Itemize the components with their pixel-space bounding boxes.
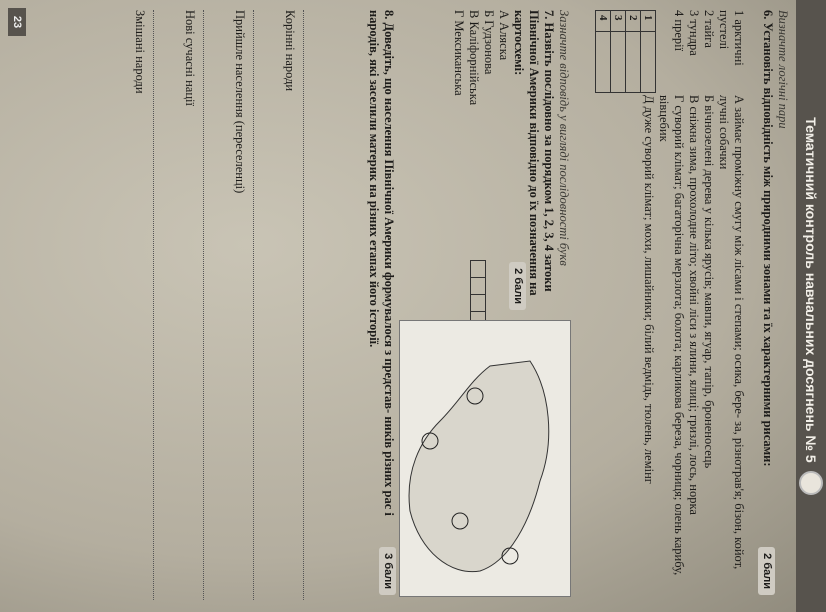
description-list (641, 95, 746, 585)
task6-answer-grid (595, 10, 656, 93)
zone-item: 3 тундра (687, 10, 701, 56)
line-label: Нові сучасні нації (183, 10, 197, 106)
grid-row-label: 2 (626, 11, 641, 32)
task6-number: 6. (761, 10, 775, 20)
description-item: Б вічнозелені дерева у кілька ярусів; мавпи, ягуар, тапір, броненосець (702, 95, 716, 469)
task7-heading (511, 10, 556, 310)
line-label: Змішані народи (133, 10, 147, 94)
blank-line[interactable] (253, 10, 276, 600)
option-item: Г Мексиканська (452, 10, 466, 96)
task8-title: Доведіть, що населення Північної Америки формувалося з представ- ників різних рас і народів, які заселили материк на різних етапах його історії. (367, 10, 396, 516)
task7-number: 7. (542, 10, 556, 20)
task8-number: 8. (382, 10, 396, 20)
globe-icon (799, 471, 823, 495)
zone-item: 4 прерії (672, 10, 686, 52)
north-america-map (399, 320, 571, 597)
line-label: Прийшле населення (переселенці) (233, 10, 247, 194)
line-label: Корінні народи (283, 10, 297, 92)
answer-cell[interactable] (626, 32, 641, 93)
task6-block (758, 10, 790, 595)
answer-cell[interactable] (611, 32, 626, 93)
task7-answer-boxes[interactable] (470, 260, 486, 328)
answer-box[interactable] (470, 277, 486, 295)
task8-block (366, 10, 396, 595)
section-hint: Визначте логічні пари (776, 10, 790, 129)
option-item: В Каліфорнійська (467, 10, 481, 106)
answer-box[interactable] (470, 260, 486, 278)
answer-cell[interactable] (596, 32, 611, 93)
task7-block (451, 10, 571, 310)
task7-points: 2 бали (509, 262, 526, 310)
answer-cell[interactable] (641, 32, 656, 93)
description-item: Д дуже суворий клімат; мохи, лишайники; білий ведмідь, тюлень, лемінг (642, 95, 656, 484)
blank-line[interactable] (203, 10, 226, 600)
answer-box[interactable] (470, 294, 486, 312)
header-title: Тематичний контроль навчальних досягнень № 5 (803, 117, 819, 463)
task7-title: Назвіть послідовно за порядком 1, 2, 3, 4 затоки Північної Америки відповідно до їх позначення на картосхемі: (512, 10, 556, 296)
page-header (796, 0, 826, 612)
blank-line[interactable] (153, 10, 176, 600)
zone-list (671, 10, 746, 85)
grid-row-label: 3 (611, 11, 626, 32)
task8-points: 3 бали (379, 547, 396, 595)
option-item: А Аляска (497, 10, 511, 61)
description-item: А займає проміжну смугу між лісами і степами; осика, бере- за, різнотрав'я; бізон, койот, лучні собачки (717, 95, 746, 570)
description-item: Г суворий клімат; багаторічна мерзлота; болота; карликова береза, чорниця; олень карибу, вівцебик (657, 95, 686, 576)
task7-hint: Зазначте відповідь у вигляді послідовності букв (557, 10, 571, 266)
option-item: Б Гудзонова (482, 10, 496, 75)
zone-item: 2 тайга (702, 10, 716, 48)
zone-item: 1 арктичні пустелі (717, 10, 746, 66)
task6-title: Установіть відповідність між природними зонами та їх характерними рисами: (761, 22, 775, 467)
task6-points: 2 бали (758, 547, 775, 595)
grid-row-label: 4 (596, 11, 611, 32)
map-outline-icon (400, 321, 570, 596)
task6-heading (760, 10, 775, 595)
answer-lines (126, 10, 326, 600)
blank-line[interactable] (303, 10, 326, 600)
description-item: В сніжна зима, прохолодне літо; хвойні ліси з ялини, ялиці; гризлі, лось, норка (687, 95, 701, 515)
page-number: 23 (8, 8, 26, 36)
grid-row-label: 1 (641, 11, 656, 32)
